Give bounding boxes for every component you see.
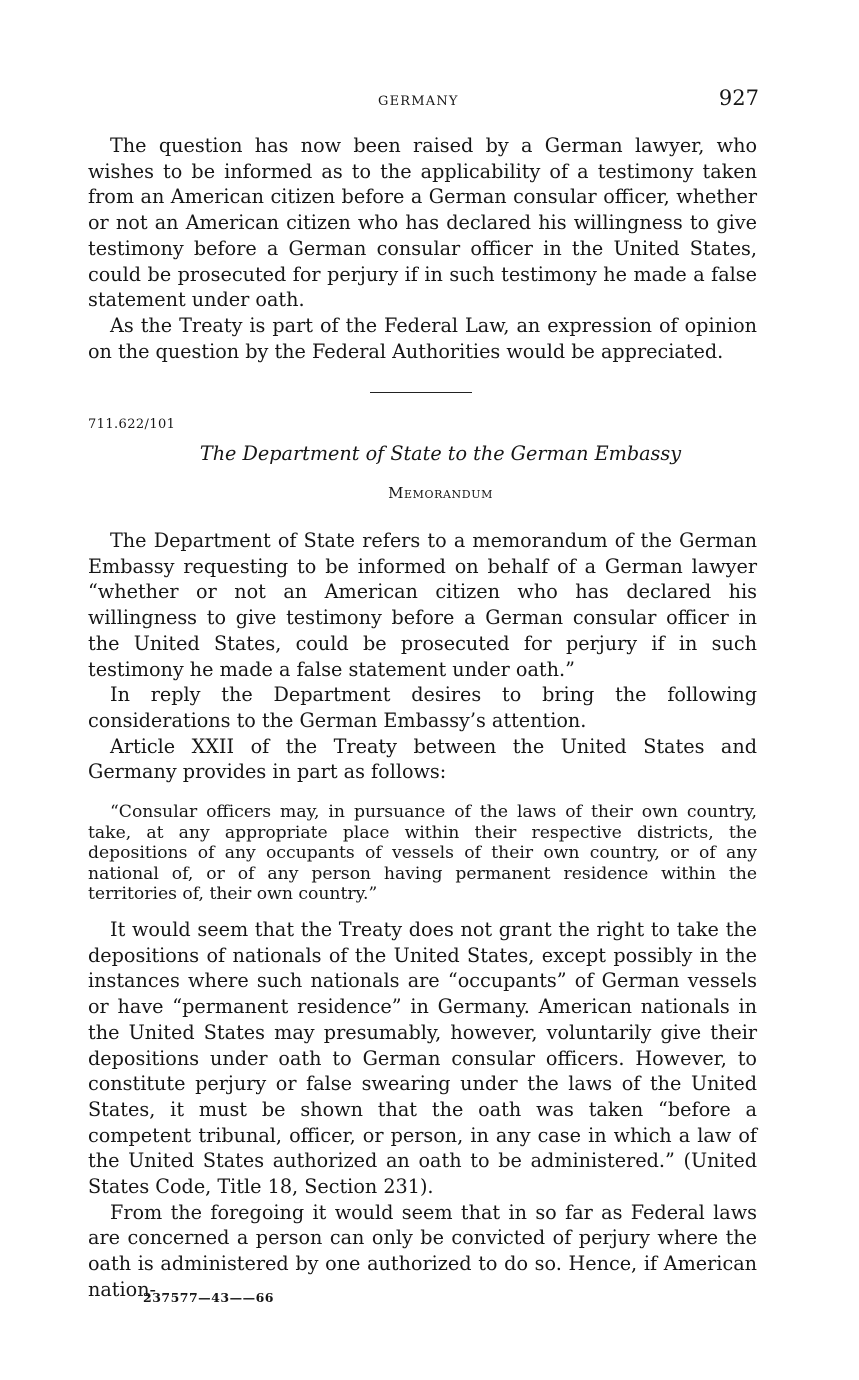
closing-paragraphs — [88, 917, 757, 1303]
page-number: 927 — [718, 86, 759, 110]
memorandum-heading: Memorandum — [388, 484, 493, 502]
paragraph: The Department of State refers to a memorandum of the German Embassy requesting to be informed on behalf of a German lawyer “whether or not an American citizen who has declared his willingness to give testimony before a German consular officer in the United States, could be prosecuted for perjury if in such testimony he made a false statement under oath.” — [88, 529, 757, 681]
file-number: 711.622/101 — [88, 417, 176, 432]
section-divider — [370, 392, 472, 393]
running-head-title: GERMANY — [378, 94, 459, 109]
memo-paragraphs — [88, 528, 757, 785]
paragraph: The question has now been raised by a German lawyer, who wishes to be informed as to the applicability of a testimony taken from an American citizen before a German consular officer, whether or not an American citizen who has declared his willingness to give testimony before a German consular officer in the United States, could be prosecuted for perjury if in such testimony he made a false statement under oath. — [88, 134, 757, 312]
quote-text: “Consular officers may, in pursuance of the laws of their own country, take, at any appropriate place within their respective districts, the depositions of any occupants of vessels of their own country, or of any national of, or of any person having permanent residence within the territories of, their own country.” — [88, 802, 757, 905]
paragraph: From the foregoing it would seem that in so far as Federal laws are concerned a person can only be convicted of perjury where the oath is administered by one authorized to do so. Hence, if American nation- — [88, 1200, 757, 1301]
printer-signature-mark: 237577—43——66 — [143, 1290, 274, 1305]
treaty-quote — [88, 802, 757, 905]
document-title: The Department of State to the German Embassy — [199, 442, 682, 465]
paragraph: It would seem that the Treaty does not grant the right to take the depositions of nationals of the United States, except possibly in the instances where such nationals are “occupants” of German vessels or have “permanent residence” in Germany. American nationals in the United States may presumably, however, voluntarily give their depositions under oath to German consular officers. However, to constitute perjury or false swearing under the laws of the United States, it must be shown that the oath was taken “before a competent tribunal, officer, or person, in any case in which a law of the United States authorized an oath to be administered.” (United States Code, Title 18, Section 231). — [88, 918, 757, 1199]
paragraph: In reply the Department desires to bring the following considerations to the German Embassy’s attention. — [88, 683, 757, 732]
top-paragraphs — [88, 133, 757, 364]
paragraph: As the Treaty is part of the Federal Law, an expression of opinion on the question by the Federal Authorities would be appreciated. — [88, 313, 757, 363]
paragraph: Article XXII of the Treaty between the United States and Germany provides in part as follows: — [88, 734, 757, 784]
running-head — [0, 86, 859, 116]
